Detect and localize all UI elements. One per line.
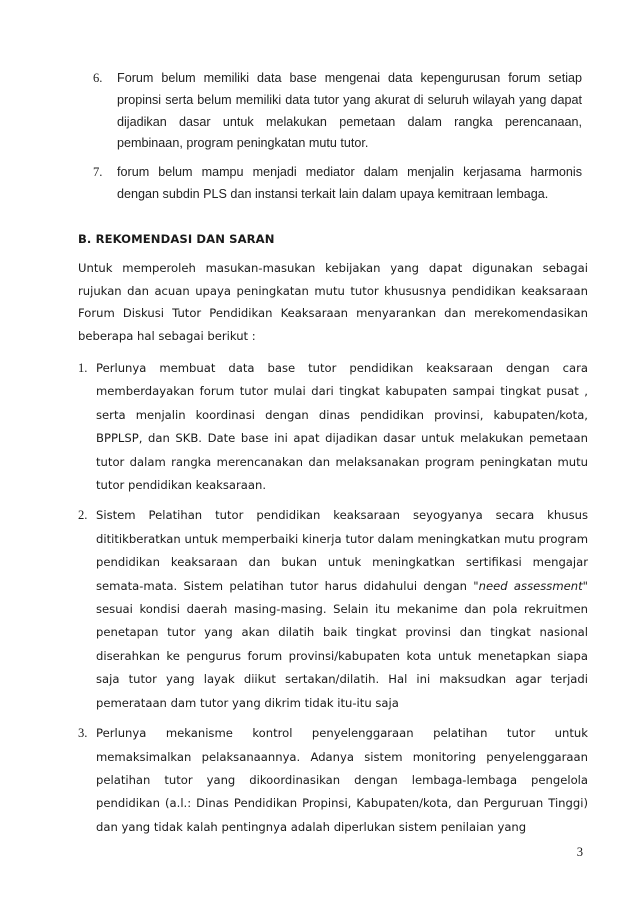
recommendation-list <box>0 357 638 846</box>
list-item-number: 7. <box>93 165 103 180</box>
list-item-text: Perlunya mekanisme kontrol penyelenggaraan pelatihan tutor untuk memaksimalkan pelaksanaannya. Adanya sistem monitoring penyelenggaraan pelatihan tutor yang dikoordinasikan dengan lembaga-lembaga pengelola pendidikan (a.l.: Dinas Pendidikan Propinsi, Kabupaten/kota, dan Perguruan Tinggi) dan yang tidak kalah pentingnya adalah diperlukan sistem penilaian yang <box>96 726 588 834</box>
list-item-number: 1. <box>78 361 88 375</box>
page-number: 3 <box>576 845 583 859</box>
list-item <box>0 162 638 206</box>
list-item-text-part: Sistem Pelatihan tutor pendidikan keaksaraan seyogyanya secara khusus dititikberatkan untuk memperbaiki kinerja tutor dalam meningkatkan mutu program pendidikan keaksaraan dan bukan untuk meningkatkan sertifikasi mengajar semata-mata. Sistem pelatihan tutor harus didahului dengan " <box>96 508 588 593</box>
list-item-text: Forum belum memiliki data base mengenai data kepengurusan forum setiap propinsi serta belum memiliki data tutor yang akurat di seluruh wilayah yang dapat dijadikan dasar untuk melakukan pemetaan dalam rangka perencanaan, pembinaan, program peningkatan mutu tutor. <box>117 71 582 151</box>
list-item-number: 3. <box>78 726 88 741</box>
section-heading: B. REKOMENDASI DAN SARAN <box>78 232 275 246</box>
list-item <box>0 68 638 155</box>
list-item <box>0 357 638 497</box>
list-item <box>0 504 638 715</box>
list-item-text-part: " sesuai kondisi daerah masing-masing. Selain itu mekanime dan pola rekruitmen penetapan tutor yang akan dilatih baik tingkat provinsi dan tingkat nasional diserahkan ke pengurus forum provinsi/kabupaten kota untuk menetapkan siapa saja tutor yang layak diikut sertakan/dilatih. Hal ini maksudkan agar terjadi pemerataan dam tutor yang dikrim tidak itu-itu saja <box>96 578 588 710</box>
list-item-text: Perlunya membuat data base tutor pendidikan keaksaraan dengan cara memberdayakan forum tutor mulai dari tingkat kabupaten sampai tingkat pusat , serta menjalin koordinasi dengan dinas pendidikan provinsi, kabupaten/kota, BPPLSP, dan SKB. Date base ini apat dijadikan dasar untuk melakukan pemetaan tutor dalam rangka merencanakan dan melaksanakan program peningkatan mutu tutor pendidikan keaksaraan. <box>96 361 588 493</box>
section-intro-paragraph: Untuk memperoleh masukan-masukan kebijakan yang dapat digunakan sebagai rujukan dan acuan upaya peningkatan mutu tutor khususnya pendidikan keaksaraan Forum Diskusi Tutor Pendidikan Keaksaraan menyarankan dan merekomendasikan beberapa hal sebagai berikut : <box>78 261 588 344</box>
list-item-number: 2. <box>78 508 88 523</box>
list-item-number: 6. <box>93 71 103 85</box>
italic-term: need assessment <box>478 578 583 593</box>
list-item-text: forum belum mampu menjadi mediator dalam menjalin kerjasama harmonis dengan subdin PLS dan instansi terkait lain dalam upaya kemitraan lembaga. <box>117 165 582 201</box>
list-item <box>0 722 638 839</box>
problem-list <box>0 68 638 213</box>
